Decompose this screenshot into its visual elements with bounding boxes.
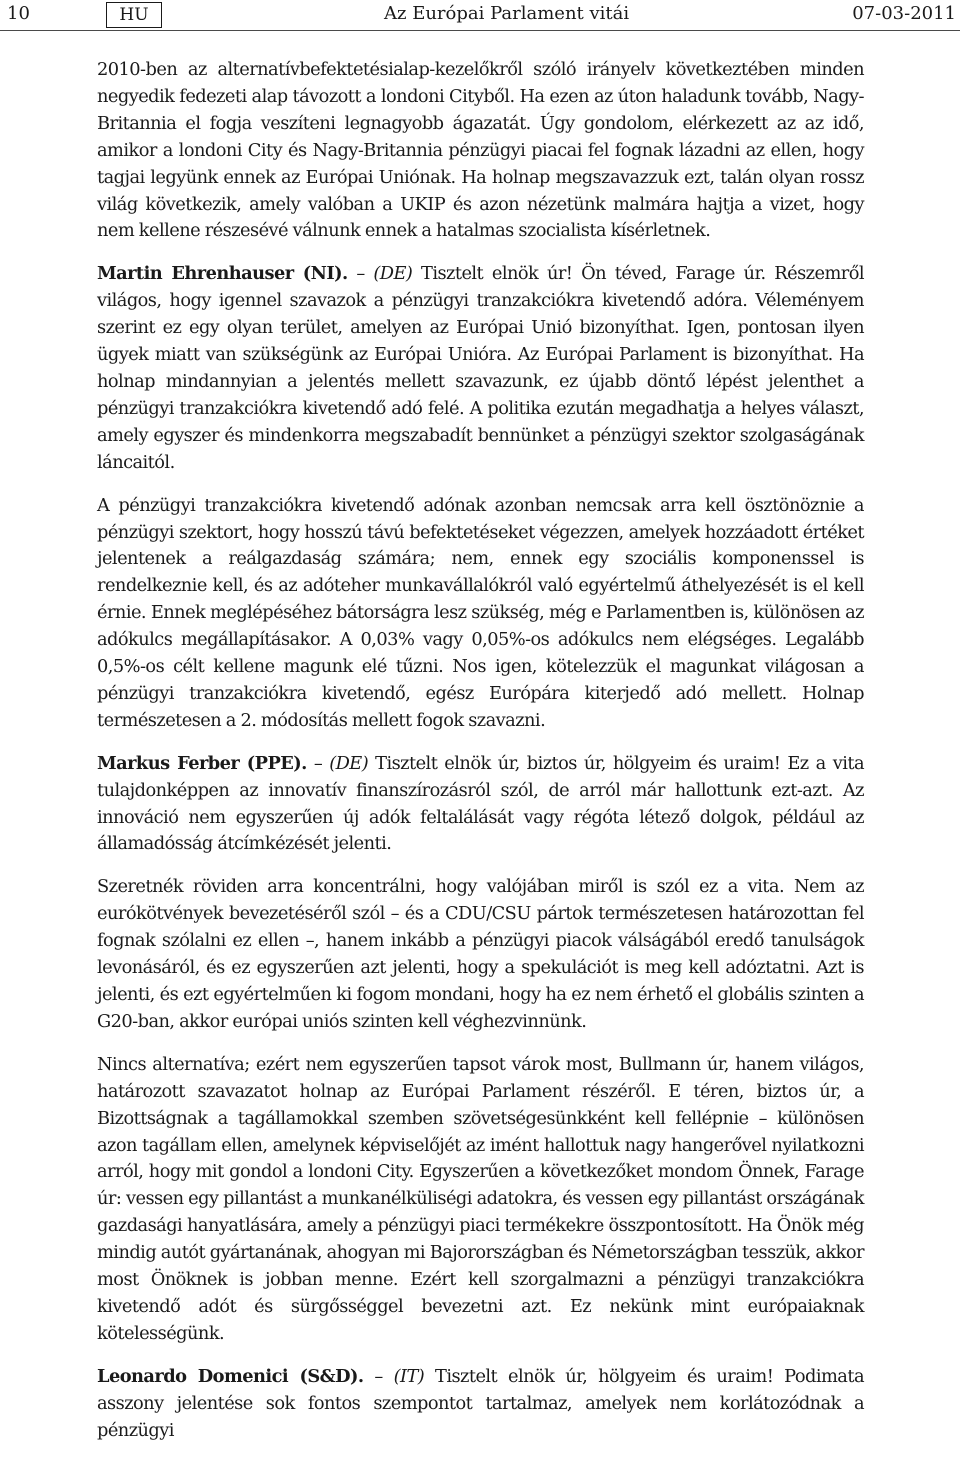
publication-date: 07-03-2011 (852, 3, 956, 24)
paragraph-7 (97, 1364, 864, 1445)
language-badge: HU (106, 2, 162, 28)
speaker-name: Martin Ehrenhauser (NI). (97, 263, 348, 285)
paragraph-6 (97, 1052, 864, 1348)
paragraph-2 (97, 261, 864, 476)
paragraph-text: Nincs alternatíva; ezért nem egyszerűen tapsot várok most, Bullmann úr, hanem világos, határozott szavazatot holnap az Európai Parlament részéről. E téren, biztos úr, a Bizottságnak a tagállamokkal szemben szövetségesünkként kell fellépnie – különösen azon tagállam ellen, amelynek képviselőjét az imént hallottuk nagy hangerővel nyilatkozni arról, hogy mit gondol a londoni City. Egyszerűen a következőket mondom Önnek, Farage úr: vessen egy pillantást a munkanélküliségi adatokra, és vessen egy pillantást országának gazdasági hanyatlására, amely a pénzügyi piaci termékekre összpontosított. Ha Önök még mindig autót gyártanának, ahogyan mi Bajorországban és Németországban tesszük, akkor most Önöknek is jobban menne. Ezért kell szorgalmazni a pénzügyi tranzakciókra kivetendő adót és sürgősséggel bevezetni azt. Ez nekünk mint európaiaknak kötelességünk. (97, 1053, 864, 1344)
paragraph-text: Tisztelt elnök úr! Ön téved, Farage úr. Részemről világos, hogy igennel szavazok a pénzügyi tranzakciókra kivetendő adóra. Véleményem szerint ez egy olyan terület, amelyen az Európai Unió bizonyíthat. Igen, pontosan ilyen ügyek miatt van szükségünk az Európai Unióra. Az Európai Parlament is bizonyíthat. Ha holnap mindannyian a jelentés mellett szavazunk, ez újabb döntő lépést jelenthet a pénzügyi tranzakciókra kivetendő adó felé. A politika ezután megadhatja a helyes választ, amely egyszer és mindenkorra megszabadít bennünket a pénzügyi szektor szolgaságának láncaitól. (97, 263, 864, 473)
speech-language: (IT) (393, 1365, 425, 1387)
paragraph-5 (97, 874, 864, 1035)
speaker-dash: – (347, 263, 374, 285)
paragraph-1 (97, 57, 864, 245)
speaker-name: Markus Ferber (PPE). (97, 752, 307, 774)
speech-language: (DE) (373, 263, 413, 285)
page-header (0, 0, 960, 31)
page-number: 10 (7, 3, 30, 24)
paragraph-3 (97, 493, 864, 735)
paragraph-4 (97, 751, 864, 859)
speaker-name: Leonardo Domenici (S&D). (97, 1365, 364, 1387)
paragraph-text: A pénzügyi tranzakciókra kivetendő adónak azonban nemcsak arra kell ösztönöznie a pénzügyi szektort, hogy hosszú távú befektetéseket végezzen, amelyek hozzáadott értéket jelentenek a reálgazdaság számára; nem, ennek egy szociális komponenssel is rendelkeznie kell, és az adóteher munkavállalókról való egyértelmű áthelyezését is el kell érnie. Ennek meglépéséhez bátorságra lesz szükség, még e Parlamentben is, különösen az adókulcs megállapításakor. A 0,03% vagy 0,05%-os adókulcs nem elégséges. Legalább 0,5%-os célt kellene magunk elé tűzni. Nos igen, kötelezzük el magunkat világosan a pénzügyi tranzakciókra kivetendő, egész Európára kiterjedő adó mellett. Holnap természetesen a 2. módosítás mellett fogok szavazni. (97, 494, 864, 731)
paragraph-text: Tisztelt elnök úr, hölgyeim és uraim! Podimata asszony jelentése sok fontos szempontot tartalmaz, amelyek nem korlátozódnak a pénzügyi (97, 1365, 864, 1441)
paragraph-text: 2010-ben az alternatívbefektetésialap-kezelőkről szóló irányelv következtében minden negyedik fedezeti alap távozott a londoni Cityből. Ha ezen az úton haladunk tovább, Nagy-Britannia el fogja veszíteni legnagyobb ágazatát. Úgy gondolom, elérkezett az az idő, amikor a londoni City és Nagy-Britannia pénzügyi piacai fel fognak lázadni az ellen, hogy tagjai legyünk ennek az Európai Uniónak. Ha holnap megszavazzuk ezt, talán olyan rossz világ következik, amely valóban a UKIP és azon nézetünk malmára hajtja a vizet, hogy nem kellene részesévé válnunk ennek a hatalmas szocialista kísérletnek. (97, 59, 864, 242)
speech-language: (DE) (329, 752, 369, 774)
publication-title: Az Európai Parlament vitái (384, 3, 630, 24)
paragraph-text: Szeretnék röviden arra koncentrálni, hogy valójában miről is szól ez a vita. Nem az eurókötvények bevezetéséről szól – és a CDU/CSU pártok természetesen határozottan fel fognak szólalni ez ellen –, hanem inkább a pénzügyi piacok válságából eredő tanulságok levonásáról, és ez egyszerűen azt jelenti, hogy a spekulációt is meg kell adóztatni. Azt is jelenti, és ezt egyértelműen ki fogom mondani, hogy ha ez nem érhető el globális szinten a G20-ban, akkor európai uniós szinten kell véghezvinnünk. (97, 876, 864, 1032)
speaker-dash: – (306, 752, 330, 774)
document-body (97, 57, 864, 1461)
paragraph-text: Tisztelt elnök úr, biztos úr, hölgyeim és uraim! Ez a vita tulajdonképpen az innovatív finanszírozásról szól, de arról már hallottunk ezt-azt. Az innováció nem egyszerűen új adók feltalálását vagy régóta létező dolgok, például az államadósság átcímkézését jelenti. (97, 752, 864, 855)
speaker-dash: – (363, 1365, 394, 1387)
